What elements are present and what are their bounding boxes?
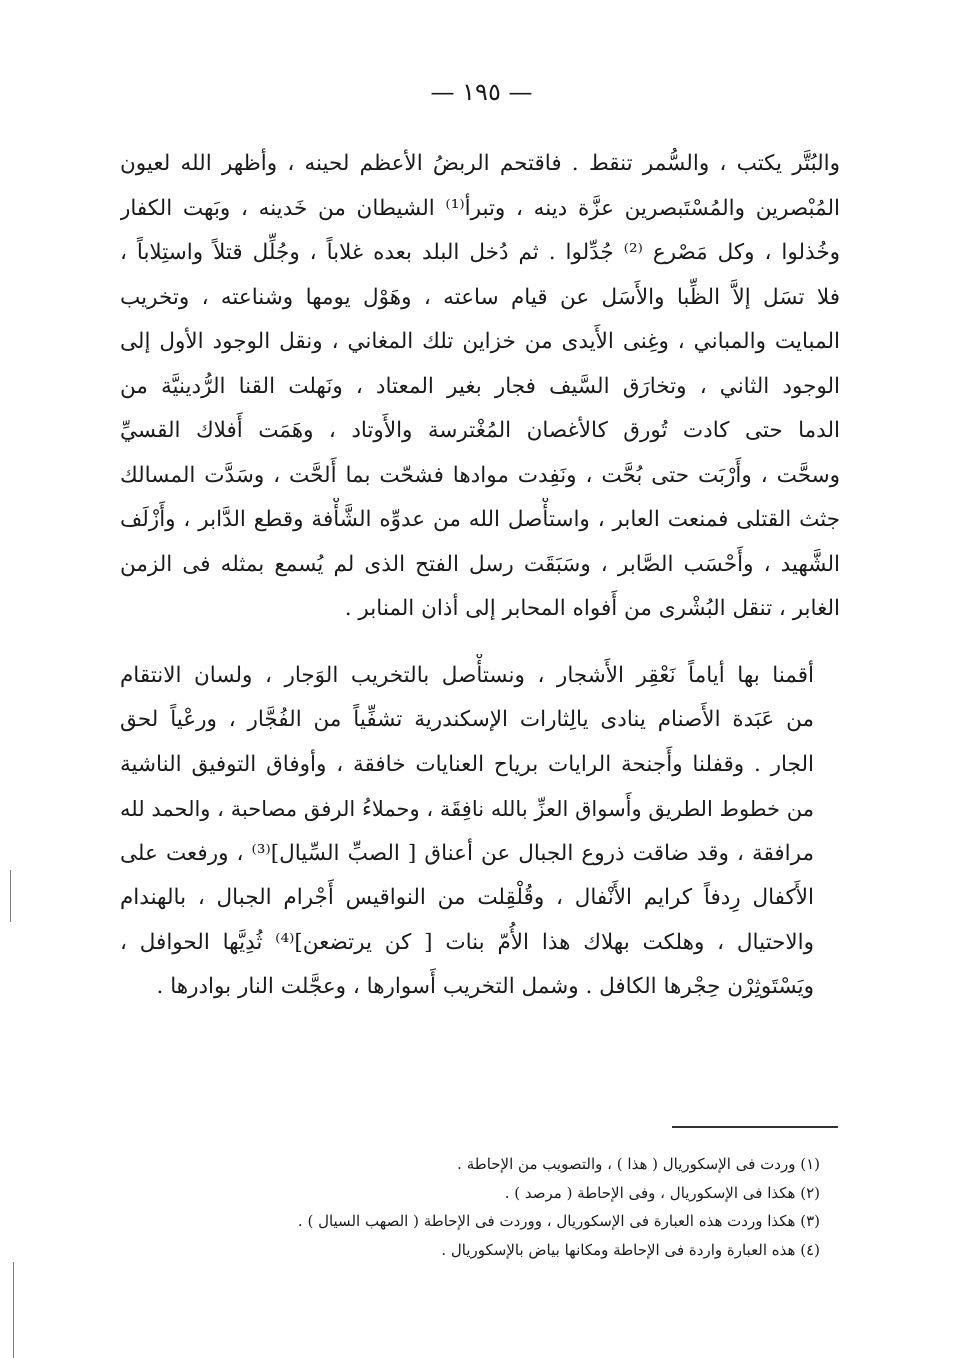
text-line: من عَبَدة الأَصنام ينادى يالِثارات الإسكندرية تشفِّياً من الفُجَّار ، ورعْياً لحق [120, 707, 814, 732]
text-line: والاحتيال ، وهلكت بهلاك هذا الأُمّ بنات [ كن يرتضعن]⁽⁴⁾ ثُدِيَّها الحوافل ، [120, 929, 814, 955]
footnote-2: (٢) هكذا فى الإسكوريال ، وفى الإحاطة ( مرصد ) . [504, 1183, 820, 1202]
text-line: الدما حتى كادت تُورق كالأغصان المُغْترسة والأَوتاد ، وهَمَت أَفلاك القسيِّ [120, 418, 840, 443]
text-line: الشَّهيد ، وأَحْسَب الصَّابر ، وسَبَقَت رسل الفتح الذى لم يُسمع بمثله فى الزمن [120, 551, 840, 577]
text-line: وسحَّت ، وأَرْبَت حتى بُحَّت ، ونَفِدت موادها فشحّت بما أَلحَّت ، وسَدَّت المسالك [120, 462, 840, 488]
text-line: المُبْصرين والمُسْتَبصرين عزَّة دينه ، وتبرأ⁽¹⁾ الشيطان من خَدينه ، وبَهت الكفار [120, 195, 840, 221]
text-line: الأَكفال رِدفاً كرايم الأَنْفال ، وقُلْقِلت من النواقيس أَجْرام الجبال ، بالهندام [120, 885, 814, 910]
paragraph-2 [120, 654, 840, 1010]
scan-margin-line [10, 870, 11, 922]
text-line: من خطوط الطريق وأَسواق العزِّ بالله نافِقَة ، وحملاءُ الرفق مصاحبة ، والحمد لله [120, 797, 814, 821]
text-line: المبايت والمباني ، وغِنى الأَيدى من خزاين تلك المغاني ، ونقل الوجود الأول إلى [120, 329, 840, 354]
main-text [120, 142, 840, 1010]
footnotes [200, 1150, 820, 1264]
footnote-3: (٣) هكذا وردت هذه العبارة فى الإسكوريال ، ووردت فى الإحاطة ( الصهب السيال ) . [297, 1212, 820, 1230]
paragraph-1 [120, 142, 840, 632]
text-line: والبُتَّر يكتب ، والسُّمر تنقط . فاقتحم الربضُ الأعظم لحينه ، وأظهر الله لعيون [120, 151, 840, 176]
text-line: جثث القتلى فمنعت العابر ، واستأْصل الله من عدوِّه الشَّأْفة وقطع الدَّابر ، وأَزْلَف [120, 507, 840, 532]
text-line: أقمنا بها أياماً نَعْقِر الأَشجار ، ونستأْصل بالتخريب الوَجار ، ولسان الانتقام [120, 662, 814, 688]
text-line: فلا تسَل إلاَّ الظِّبا والأَسَل عن قيام ساعته ، وهَوْل يومها وشناعته ، وتخريب [120, 284, 840, 310]
page-number: — ١٩٥ — [430, 78, 533, 106]
footnote-4: (٤) هذه العبارة واردة فى الإحاطة ومكانها بياض بالإسكوريال . [441, 1240, 820, 1259]
text-line: الوجود الثاني ، وتخارَق السَّيف فجار بغير المعتاد ، ونَهلت القنا الرُّدينيَّة من [120, 373, 840, 399]
text-line: مرافقة ، وقد ضاقت ذروع الجبال عن أعناق [ الصبِّ السِّيال]⁽³⁾ ، ورفعت على [120, 840, 814, 866]
footnote-separator [672, 1126, 838, 1128]
scan-margin-line [13, 1262, 14, 1358]
text-line: ويَسْتَوثِرْن حِجْرها الكافل . وشمل التخريب أَسوارها ، وعجَّلت النار بوادرها . [156, 974, 814, 999]
text-line: وخُذلوا ، وكل مَصْرع ⁽²⁾ جُدِّلوا . ثم دُخل البلد بعده غلاباً ، وجُلِّل قتلاً واستِلاباً ، [120, 240, 840, 265]
text-line: الجار . وقفلنا وأَجنحة الرايات برياح العنايات خافقة ، وأوفاق التوفيق الناشية [120, 751, 814, 777]
footnote-1: (١) وردت فى الإسكوريال ( هذا ) ، والتصويب من الإحاطة . [457, 1155, 820, 1173]
text-line: الغابر ، تنقل البُشْرى من أَفواه المحابر إلى أذان المنابر . [344, 596, 840, 621]
